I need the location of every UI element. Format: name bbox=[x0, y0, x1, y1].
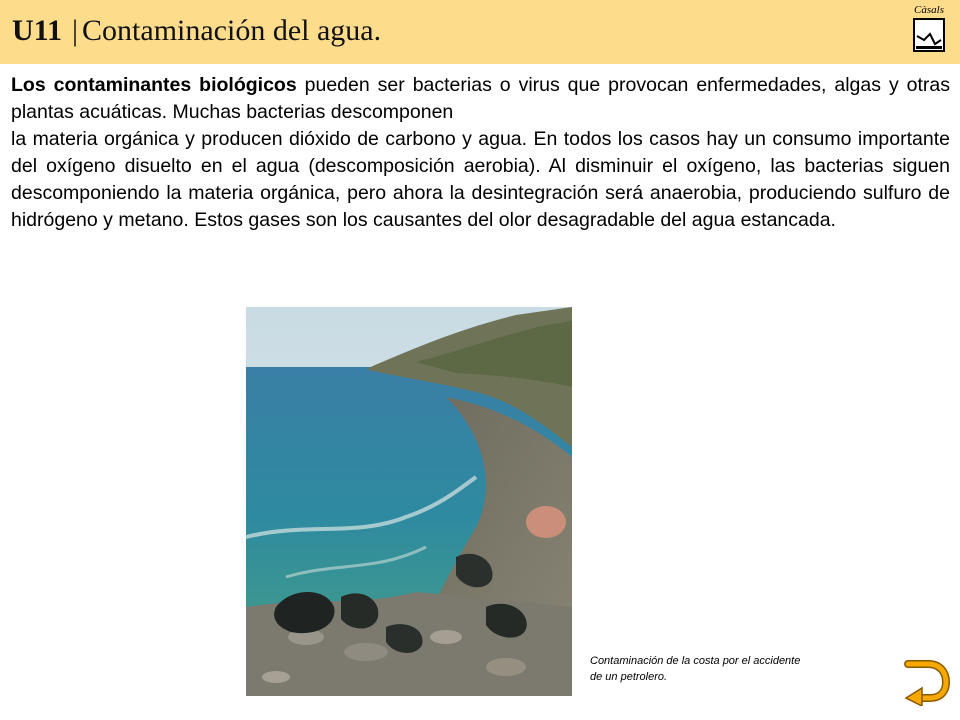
title-separator: | bbox=[72, 14, 79, 47]
paragraph-1-rest: pueden ser bacterias o virus que provocan enfermedades, algas y otras plantas acuáticas. Muchas bacterias descomponen bbox=[11, 74, 950, 123]
unit-label: U11 bbox=[12, 14, 63, 47]
publisher-logo bbox=[910, 4, 948, 52]
paragraph-2: la materia orgánica y producen dióxido de carbono y agua. En todos los casos hay un consumo importante del oxígeno disuelto en el agua (descomposición aerobia). Al disminuir el oxígeno, las bacterias siguen descomponiendo la materia orgánica, pero ahora la desintegración será anaerobia, produciendo sulfuro de hidrógeno y metano. Estos gases son los causantes del olor desagradable del agua estancada. bbox=[11, 128, 950, 231]
logo-text: Càsals bbox=[914, 4, 944, 16]
paragraph-1 bbox=[11, 72, 950, 126]
header-bar bbox=[0, 0, 960, 64]
page-title bbox=[12, 14, 381, 48]
body-text bbox=[11, 72, 950, 234]
polluted-coast-photo bbox=[246, 307, 572, 696]
bold-lead: Los contaminantes biológicos bbox=[11, 74, 297, 96]
figure-caption: Contaminación de la costa por el accidente de un petrolero. bbox=[590, 655, 801, 683]
title-text: Contaminación del agua. bbox=[82, 14, 382, 47]
chart-logo-icon bbox=[913, 18, 945, 52]
return-arrow-icon[interactable] bbox=[904, 660, 950, 706]
